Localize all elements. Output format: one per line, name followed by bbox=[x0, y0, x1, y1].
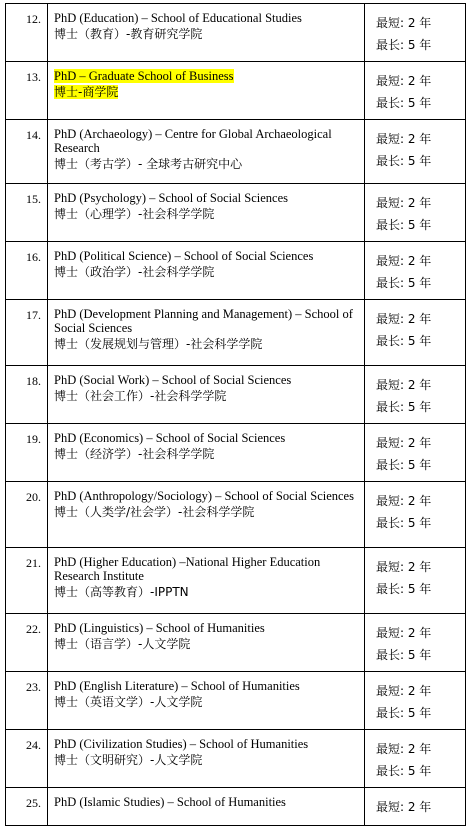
table-row bbox=[6, 548, 466, 614]
highlighted-text: 博士-商学院 bbox=[54, 85, 119, 99]
program-name-chinese: 博士（英语文学）-人文学院 bbox=[54, 695, 203, 709]
table-row bbox=[6, 614, 466, 672]
program-description bbox=[48, 548, 365, 614]
minimum-duration: 最短: 2 年 bbox=[376, 378, 432, 392]
program-duration bbox=[365, 4, 466, 62]
minimum-duration: 最短: 2 年 bbox=[376, 742, 432, 756]
program-name-chinese: 博士（教育）-教育研究学院 bbox=[54, 27, 203, 41]
highlighted-text: PhD – Graduate School of Business bbox=[54, 69, 234, 83]
program-duration bbox=[365, 672, 466, 730]
programs-table bbox=[5, 3, 466, 826]
program-description bbox=[48, 62, 365, 120]
row-number: 13. bbox=[6, 62, 48, 120]
table-row bbox=[6, 366, 466, 424]
minimum-duration: 最短: 2 年 bbox=[376, 16, 432, 30]
table-row bbox=[6, 788, 466, 826]
minimum-duration: 最短: 2 年 bbox=[376, 436, 432, 450]
program-duration bbox=[365, 62, 466, 120]
program-description bbox=[48, 482, 365, 548]
maximum-duration: 最长: 5 年 bbox=[376, 334, 432, 348]
program-name-english: PhD (Higher Education) –National Higher Education Research Institute bbox=[54, 555, 321, 583]
program-name-english: PhD (Archaeology) – Centre for Global Archaeological Research bbox=[54, 127, 332, 155]
program-name-english: PhD (Education) – School of Educational Studies bbox=[54, 11, 302, 25]
minimum-duration: 最短: 2 年 bbox=[376, 312, 432, 326]
program-name-english: PhD (Social Work) – School of Social Sciences bbox=[54, 373, 292, 387]
row-number: 19. bbox=[6, 424, 48, 482]
program-name-english: PhD (Islamic Studies) – School of Humanities bbox=[54, 795, 286, 809]
row-number: 21. bbox=[6, 548, 48, 614]
maximum-duration: 最长: 5 年 bbox=[376, 96, 432, 110]
table-row bbox=[6, 300, 466, 366]
program-name-english: PhD (Anthropology/Sociology) – School of Social Sciences bbox=[54, 489, 354, 503]
maximum-duration: 最长: 5 年 bbox=[376, 764, 432, 778]
program-name-english: PhD (Linguistics) – School of Humanities bbox=[54, 621, 265, 635]
program-name-chinese: 博士（考古学）- 全球考古研究中心 bbox=[54, 157, 243, 171]
row-number: 18. bbox=[6, 366, 48, 424]
program-name-chinese: 博士（高等教育）-IPPTN bbox=[54, 585, 189, 599]
program-name-chinese: 博士（发展规划与管理）-社会科学学院 bbox=[54, 337, 263, 351]
program-name-chinese bbox=[54, 84, 360, 100]
program-description bbox=[48, 4, 365, 62]
program-description bbox=[48, 300, 365, 366]
maximum-duration: 最长: 5 年 bbox=[376, 516, 432, 530]
program-duration bbox=[365, 120, 466, 184]
maximum-duration: 最长: 5 年 bbox=[376, 218, 432, 232]
program-name-chinese: 博士（社会工作）-社会科学学院 bbox=[54, 389, 227, 403]
minimum-duration: 最短: 2 年 bbox=[376, 626, 432, 640]
row-number: 14. bbox=[6, 120, 48, 184]
minimum-duration: 最短: 2 年 bbox=[376, 74, 432, 88]
row-number: 17. bbox=[6, 300, 48, 366]
program-name-english: PhD (Psychology) – School of Social Sciences bbox=[54, 191, 289, 205]
table-row bbox=[6, 184, 466, 242]
program-name-chinese: 博士（文明研究）-人文学院 bbox=[54, 753, 203, 767]
table-row bbox=[6, 482, 466, 548]
maximum-duration: 最长: 5 年 bbox=[376, 276, 432, 290]
program-duration bbox=[365, 788, 466, 826]
program-name-chinese: 博士（经济学）-社会科学学院 bbox=[54, 447, 215, 461]
program-duration bbox=[365, 730, 466, 788]
maximum-duration: 最长: 5 年 bbox=[376, 648, 432, 662]
program-duration bbox=[365, 184, 466, 242]
program-duration bbox=[365, 424, 466, 482]
row-number: 16. bbox=[6, 242, 48, 300]
maximum-duration: 最长: 5 年 bbox=[376, 458, 432, 472]
table-row bbox=[6, 672, 466, 730]
program-description bbox=[48, 788, 365, 826]
program-duration bbox=[365, 300, 466, 366]
maximum-duration: 最长: 5 年 bbox=[376, 38, 432, 52]
row-number: 20. bbox=[6, 482, 48, 548]
minimum-duration: 最短: 2 年 bbox=[376, 800, 432, 814]
table-row bbox=[6, 120, 466, 184]
minimum-duration: 最短: 2 年 bbox=[376, 494, 432, 508]
table-row bbox=[6, 62, 466, 120]
minimum-duration: 最短: 2 年 bbox=[376, 254, 432, 268]
program-name-chinese: 博士（政治学）-社会科学学院 bbox=[54, 265, 215, 279]
program-name-english: PhD (English Literature) – School of Humanities bbox=[54, 679, 300, 693]
program-duration bbox=[365, 548, 466, 614]
program-name-chinese: 博士（语言学）-人文学院 bbox=[54, 637, 191, 651]
maximum-duration: 最长: 5 年 bbox=[376, 582, 432, 596]
row-number: 24. bbox=[6, 730, 48, 788]
program-description bbox=[48, 424, 365, 482]
program-name-english: PhD (Development Planning and Management) – School of Social Sciences bbox=[54, 307, 353, 335]
program-description bbox=[48, 614, 365, 672]
program-description bbox=[48, 120, 365, 184]
program-description bbox=[48, 184, 365, 242]
program-name-chinese: 博士（心理学）-社会科学学院 bbox=[54, 207, 215, 221]
minimum-duration: 最短: 2 年 bbox=[376, 684, 432, 698]
row-number: 25. bbox=[6, 788, 48, 826]
table-row bbox=[6, 424, 466, 482]
program-duration bbox=[365, 366, 466, 424]
table-row bbox=[6, 4, 466, 62]
table-row bbox=[6, 730, 466, 788]
maximum-duration: 最长: 5 年 bbox=[376, 400, 432, 414]
row-number: 15. bbox=[6, 184, 48, 242]
program-duration bbox=[365, 242, 466, 300]
program-name-english: PhD (Civilization Studies) – School of Humanities bbox=[54, 737, 309, 751]
row-number: 22. bbox=[6, 614, 48, 672]
row-number: 12. bbox=[6, 4, 48, 62]
minimum-duration: 最短: 2 年 bbox=[376, 196, 432, 210]
program-duration bbox=[365, 482, 466, 548]
minimum-duration: 最短: 2 年 bbox=[376, 560, 432, 574]
minimum-duration: 最短: 2 年 bbox=[376, 132, 432, 146]
program-name-english: PhD (Economics) – School of Social Sciences bbox=[54, 431, 286, 445]
maximum-duration: 最长: 5 年 bbox=[376, 706, 432, 720]
program-description bbox=[48, 242, 365, 300]
row-number: 23. bbox=[6, 672, 48, 730]
program-description bbox=[48, 366, 365, 424]
program-name-english bbox=[54, 69, 360, 83]
program-name-english: PhD (Political Science) – School of Social Sciences bbox=[54, 249, 314, 263]
programs-table-body bbox=[6, 4, 466, 826]
program-duration bbox=[365, 614, 466, 672]
maximum-duration: 最长: 5 年 bbox=[376, 154, 432, 168]
program-description bbox=[48, 730, 365, 788]
program-name-chinese: 博士（人类学/社会学）-社会科学学院 bbox=[54, 505, 255, 519]
program-description bbox=[48, 672, 365, 730]
table-row bbox=[6, 242, 466, 300]
